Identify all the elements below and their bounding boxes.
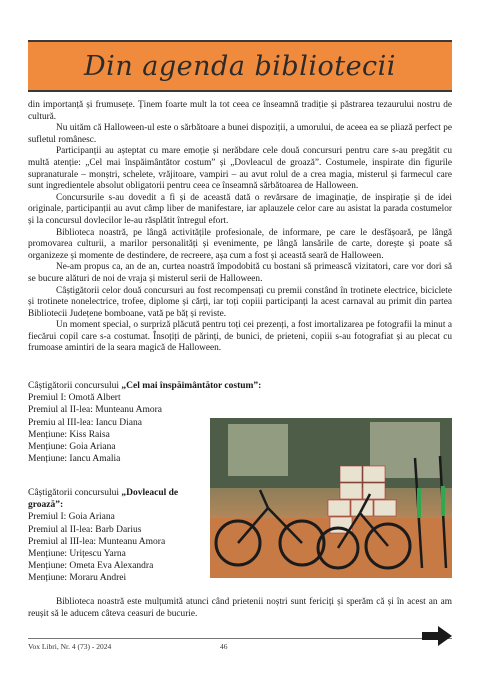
winner-item: Premiul I: Goia Ariana [28, 512, 115, 523]
closing-paragraph [28, 597, 452, 620]
contest-intro: Câștigătorii concursului [28, 381, 122, 391]
contest-intro: Câștigătorii concursului [28, 488, 122, 498]
pumpkin-contest-winners [28, 487, 213, 585]
section-banner [28, 40, 452, 92]
winner-item: Premiul I: Omotă Albert [28, 393, 121, 404]
contest-heading [28, 380, 298, 392]
winner-item: Premiul al II-lea: Barb Darius [28, 524, 142, 535]
arrow-right-icon[interactable] [422, 626, 452, 646]
paragraph: Ne-am propus ca, an de an, curtea noastră împodobită cu bostani să primească vizitatori, care vor dori să se bucure alături de noi de vraja și misterul serii de Halloween. [28, 262, 452, 284]
winner-item: Premiu al III-lea: Iancu Diana [28, 417, 142, 428]
contest-heading [28, 487, 213, 511]
section-title: Din agenda bibliotecii [84, 50, 396, 82]
prizes-photo-illustration [210, 418, 452, 578]
winner-item: Mențiune: Moraru Andrei [28, 573, 127, 584]
contest-name: „Dovleacul de groază”: [28, 488, 179, 511]
paragraph: Concursurile s-au dovedit a fi și de această dată o revărsare de imaginație, de inspirație și de idei originale, participanții au avut câmp liber de manifestare, iar aplauzele celor care au asistat la parada costumelor și la concursul dovlecilor le-au răsplătit întregul efort. [28, 192, 452, 226]
publication-info: Vox Libri, Nr. 4 (73) - 2024 [28, 642, 112, 651]
winner-item: Mențiune: Urițescu Yarna [28, 549, 126, 560]
paragraph: din importanță și frumusețe. Ținem foarte mult la tot ceea ce înseamnă tradiție și păstrarea tezaurului nostru de cultură. [28, 100, 452, 122]
prizes-photo [210, 418, 452, 578]
winner-item: Premiul al II-lea: Munteanu Amora [28, 405, 163, 416]
footer-divider [28, 638, 452, 639]
paragraph: Biblioteca noastră, pe lângă activitățile profesionale, de informare, pe care le desfășoară, pe lângă promovarea culturii, a marilor personalități și evenimente, pe lângă lansările de carte, dorește și poate să organizeze și momente de destindere, de recreere, așa cum a fost și această seară de Halloween. [28, 227, 452, 261]
paragraph: Nu uităm că Halloween-ul este o sărbătoare a bunei dispoziții, a umorului, de aceea ea se pliază perfect pe sufletul românesc. [28, 123, 452, 145]
winner-item: Mențiune: Goia Ariana [28, 442, 116, 453]
paragraph: Participanții au așteptat cu mare emoție și nerăbdare cele două concursuri pentru care s-au pregătit cu multă atenție: „Cel mai înspăimântător costum” și „Dovleacul de groază”. Costumele, inspirate din figurile supranaturale – monștri, schelete, vrăjitoare, vampiri – au avut rolul de a crea magia, misterul și farmecul care sunt ingredientele absolut obligatorii pentru ceea ce înseamnă sărbătoarea de Halloween. [28, 146, 452, 192]
winner-item: Premiul al III-lea: Munteanu Amora [28, 536, 166, 547]
winner-item: Mențiune: Ometa Eva Alexandra [28, 561, 154, 572]
paragraph: Biblioteca noastră este mulțumită atunci când prietenii noștri sunt fericiți și sperăm că și în acest an am reușit să le aducem câteva ceasuri de bucurie. [28, 597, 452, 619]
winner-item: Mențiune: Iancu Amalia [28, 454, 121, 465]
contest-name: „Cel mai înspăimântător costum”: [121, 381, 262, 391]
winner-item: Mențiune: Kiss Raisa [28, 429, 110, 440]
article-body [28, 100, 452, 355]
paragraph: Un moment special, o surpriză plăcută pentru toți cei prezenți, a fost imortalizarea pe fotografii la minut a fiecărui copil care s-a costumat. Însoțiți de părinți, de bunici, de prieteni, copiii s-au fotografiat și au plecat cu frumoase amintiri de la seara magică de Halloween. [28, 320, 452, 354]
page-number: 46 [220, 642, 228, 651]
paragraph: Câștigătorii celor două concursuri au fost recompensați cu premii constând în trotinete electrice, biciclete și trotinete nonelectrice, trofee, diplome și cărți, iar toți copiii participanți la acest carnaval au primit din partea Bibliotecii Județene bomboane, vată pe băț și reviste. [28, 285, 452, 319]
